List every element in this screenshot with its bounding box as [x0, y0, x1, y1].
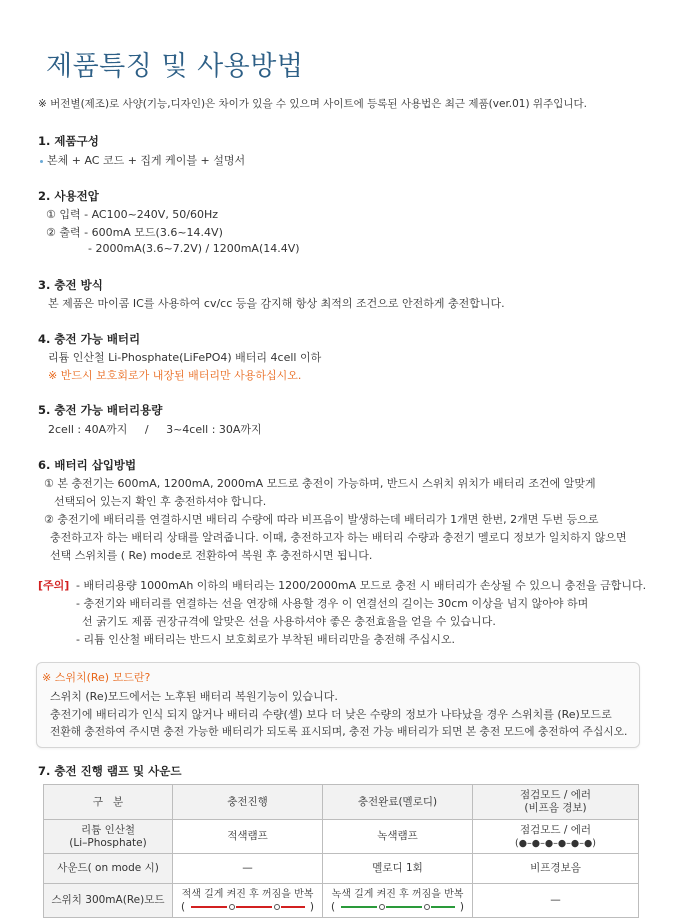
table-row [44, 884, 639, 918]
caution-tag: [주의] [38, 579, 70, 592]
section-4-warning: ※ 반드시 보호회로가 내장된 배터리만 사용하십시오. [48, 369, 302, 382]
table-header-category: 구 분 [44, 785, 173, 820]
cell-check-mode-2: (●–●–●–●–●–●) [515, 837, 596, 849]
paren-close: ) [309, 900, 314, 913]
section-6-line-3: ② 충전기에 배터리를 연결하시면 배터리 수량에 따라 비프음이 발생하는데 배터리가 1개면 한번, 2개면 두번 등으로 [44, 513, 599, 526]
paren-open: ( [181, 900, 186, 913]
voltage-output-2: - 2000mA(3.6~7.2V) / 1200mA(14.4V) [88, 242, 300, 255]
section-1-text: 본체 + AC 코드 + 집게 케이블 + 설명서 [47, 154, 246, 167]
green-lamp-line-icon [339, 902, 457, 912]
cell-green-lamp: 녹색램프 [323, 820, 473, 854]
section-5-heading: 5. 충전 가능 배터리용량 [38, 403, 163, 417]
re-mode-line-2: 충전기에 배터리가 인식 되지 않거나 배터리 수량(셀) 보다 더 낮은 수량의 정보가 나타났을 경우 스위치를 (Re)모드로 [50, 708, 612, 721]
row-battery-label-2: (Li–Phosphate) [69, 836, 147, 849]
caution-line-4: - 리튬 인산철 배터리는 반드시 보호회로가 부착된 배터리만을 충전해 주십시오. [76, 633, 455, 646]
row-battery-label [44, 820, 173, 854]
section-4-text: 리튬 인산철 Li-Phosphate(LiFePO4) 배터리 4cell 이하 [48, 351, 322, 364]
re-mode-title: ※ 스위치(Re) 모드란? [42, 671, 151, 684]
section-1-heading: 1. 제품구성 [38, 134, 99, 148]
caution-line-2: - 충전기와 배터리를 연결하는 선을 연장해 사용할 경우 이 연결선의 길이는 30cm 이상을 넘지 않아야 하며 [76, 597, 589, 610]
red-lamp-line-icon [189, 902, 307, 912]
section-6-heading: 6. 배터리 삽입방법 [38, 458, 137, 472]
section-3-text: 본 제품은 마이콤 IC를 사용하여 cv/cc 등을 감지해 항상 최적의 조건으로 안전하게 충전합니다. [48, 297, 505, 310]
row-switch-label: 스위치 300mA(Re)모드 [44, 884, 173, 918]
cell-red-lamp: 적색램프 [173, 820, 323, 854]
lamp-sound-table [43, 784, 639, 918]
red-lamp-pattern [173, 901, 322, 914]
bullet-icon [40, 160, 43, 163]
cell-sound-complete: 멜로디 1회 [323, 854, 473, 884]
section-5-text: 2cell : 40A까지 / 3~4cell : 30A까지 [48, 423, 262, 436]
re-mode-line-1: 스위치 (Re)모드에서는 노후된 배터리 복원기능이 있습니다. [50, 690, 338, 703]
cell-sound-error: 비프경보음 [473, 854, 639, 884]
voltage-input: ① 입력 - AC100~240V, 50/60Hz [46, 208, 219, 221]
voltage-output-1: ② 출력 - 600mA 모드(3.6~14.4V) [46, 226, 223, 239]
table-row [44, 854, 639, 884]
cell-switch-green [323, 884, 473, 918]
caution-line-3: 선 굵기도 제품 권장규격에 알맞은 선을 사용하셔야 좋은 충전효율을 얻을 수 있습니다. [82, 615, 496, 628]
cell-switch-red [173, 884, 323, 918]
cell-sound-charging: — [173, 854, 323, 884]
section-6-line-1: ① 본 충전기는 600mA, 1200mA, 2000mA 모드로 충전이 가능하며, 반드시 스위치 위치가 배터리 조건에 알맞게 [44, 477, 596, 490]
table-header-charging: 충전진행 [173, 785, 323, 820]
table-header-error-line-2: (비프음 경보) [524, 802, 587, 814]
green-lamp-pattern [323, 901, 472, 914]
cell-switch-green-text: 녹색 길게 켜진 후 꺼짐을 반복 [331, 888, 464, 900]
cell-check-mode [473, 820, 639, 854]
cell-check-mode-1: 점검모드 / 에러 [519, 823, 592, 836]
paren-open: ( [331, 900, 336, 913]
caution-line-1: - 배터리용량 1000mAh 이하의 배터리는 1200/2000mA 모드로 충전 시 배터리가 손상될 수 있으니 충전을 금합니다. [76, 579, 647, 592]
section-1-item [40, 152, 245, 168]
section-6-line-4: 충전하고자 하는 배터리 상태를 알려줍니다. 이때, 충전하고자 하는 배터리 수량과 충전기 멜로디 정보가 일치하지 않으면 [50, 531, 627, 544]
row-battery-label-1: 리튬 인산철 [80, 823, 136, 836]
cell-switch-error: — [473, 884, 639, 918]
cell-switch-red-text: 적색 길게 켜진 후 꺼짐을 반복 [181, 888, 314, 900]
section-2-heading: 2. 사용전압 [38, 189, 99, 203]
table-header-row [44, 785, 639, 820]
section-4-heading: 4. 충전 가능 배터리 [38, 332, 141, 346]
section-7-heading: 7. 충전 진행 램프 및 사운드 [38, 764, 182, 778]
re-mode-line-3: 전환해 충전하여 주시면 충전 가능한 배터리가 되도록 표시되며, 충전 가능 배터리가 되면 본 충전 모드에 충전하여 주십시오. [50, 725, 628, 738]
page-title: 제품특징 및 사용방법 [46, 51, 304, 82]
table-header-error [473, 785, 639, 820]
table-header-complete: 충전완료(멜로디) [323, 785, 473, 820]
section-6-line-5: 선택 스위치를 ( Re) mode로 전환하여 복원 후 충전하시면 됩니다. [50, 549, 373, 562]
paren-close: ) [459, 900, 464, 913]
version-note: ※ 버전별(제조)로 사양(기능,디자인)은 차이가 있을 수 있으며 사이트에 등록된 사용법은 최근 제품(ver.01) 위주입니다. [38, 98, 587, 110]
table-header-error-line-1: 점검모드 / 에러 [519, 789, 592, 801]
section-6-line-2: 선택되어 있는지 확인 후 충전하셔야 합니다. [54, 495, 267, 508]
section-3-heading: 3. 충전 방식 [38, 278, 103, 292]
table-row [44, 820, 639, 854]
row-sound-label: 사운드( on mode 시) [44, 854, 173, 884]
